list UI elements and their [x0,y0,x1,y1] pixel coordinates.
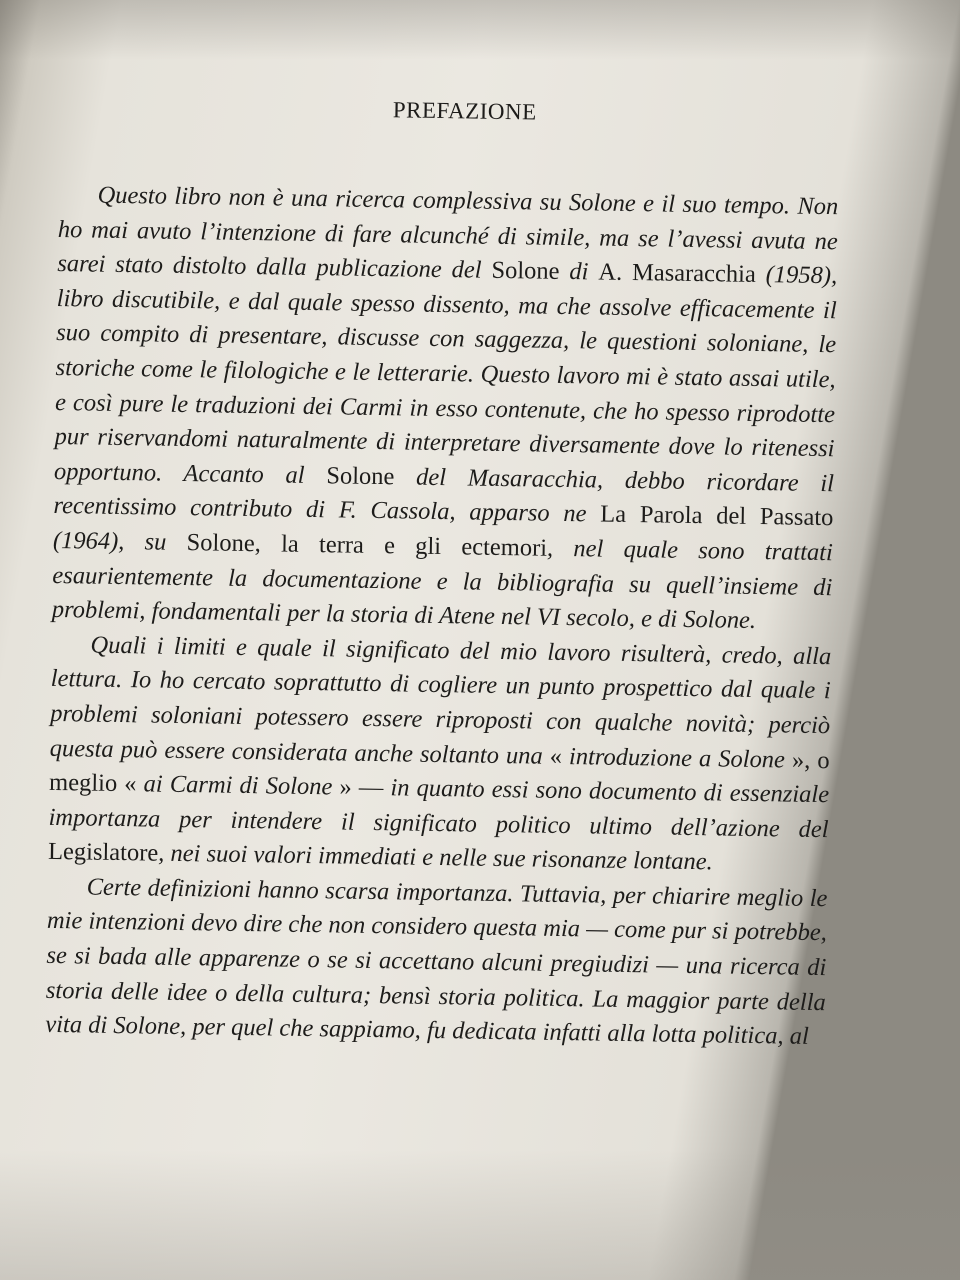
text-segment: Certe definizioni hanno scarsa importanza. Tuttavia, per chiarire meglio le mie intenzioni devo dire che non considero questa mia — come pur si potrebbe, se si bada alle apparenze o se si accettano alcuni pregiudizi — una ricerca di storia delle idee o della cultura; bensì storia politica. La maggior parte della vita di Solone, per quel che sappiamo, fu dedicata infatti alla lotta politica, al [45,873,828,1051]
text-segment: ai Carmi di Solone [143,770,333,801]
text-segment: « [549,742,570,770]
text-segment: di [559,258,599,286]
text-segment: introduzione a Solone [568,742,786,773]
text-segment: Quali i limiti e quale il significato del mio lavoro risulterà, credo, alla lettura. Io ho cercato soprattutto di cogliere un punto prospettico dal quale i problemi soloniani potessero essere riproposti con qualche novità; perciò questa può essere considerata anche soltanto una [49,631,832,770]
text-segment: , nel quale sono trattati esaurientemente la documentazione e la bibliografia su quell’insieme di problemi, fondamentali per la storia di Atene nel VI secolo, e di Solone. [51,534,834,635]
text-segment: (1964), su [52,526,187,556]
page-shadow-top [0,0,960,60]
text-segment: Legislatore [47,838,159,867]
text-segment: Solone [326,461,395,491]
text-segment: Solone, la terra e gli ectemori [186,528,548,562]
paragraph [52,178,839,640]
text-segment: La Parola del Passato [600,500,834,532]
page-title: PREFAZIONE [392,97,537,125]
text-segment: in quanto essi sono documento di essenziale importanza per intendere il significato politico ultimo dell’azione del [48,774,830,843]
page-text [45,92,840,1055]
paragraph [45,870,828,1055]
text-segment: A. Masaracchia [598,258,757,289]
text-segment: », o meglio « [48,745,830,798]
text-segment: (1958), libro discutibile, e dal quale spesso dissento, ma che assolve efficacemente il suo compito di presentare, discusse con saggezza, le questioni soloniane, le storiche come le filologiche e le letterarie. Questo lavoro mi è stato assai utile, e così pure le traduzioni dei Carmi in esso contenute, che ho spesso riprodotte pur riservandomi naturalmente di interpretare diversamente dove lo ritenessi opportuno. Accanto al [53,261,838,489]
paragraph [48,628,832,882]
text-segment: Solone [491,256,560,286]
text-segment: del Masaracchia, debbo ricordare il recentissimo contributo di F. Cassola, apparso ne [53,463,835,528]
text-segment: , nei suoi valori immediati e nelle sue risonanze lontane. [158,839,713,876]
page-shadow-bottom [0,1150,960,1280]
text-segment: » — [332,773,391,802]
text-segment: Questo libro non è una ricerca complessiva su Solone e il suo tempo. Non ho mai avuto l’intenzione di fare alcunché di simile, ma se l’avessi avuta ne sarei stato distolto dalla publicazione del [57,181,839,284]
